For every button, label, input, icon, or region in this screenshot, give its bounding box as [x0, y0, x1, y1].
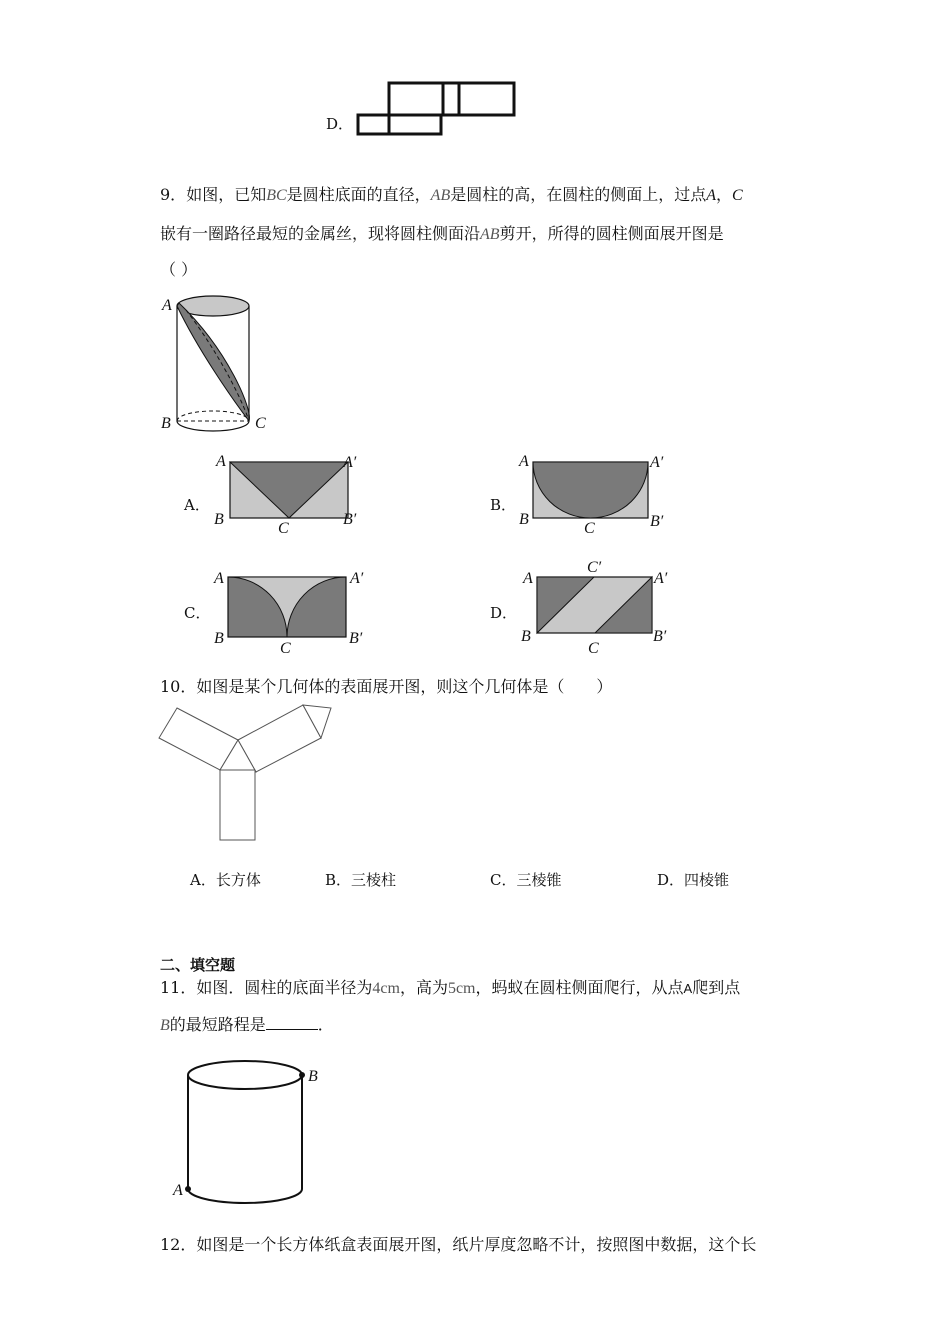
q9-option-b-figure — [515, 450, 680, 540]
label-a: A — [519, 453, 529, 470]
q11-stem-line1 — [160, 977, 740, 1000]
q9-stem-line1 — [160, 184, 743, 207]
q12-stem: 12．如图是一个长方体纸盒表面展开图，纸片厚度忽略不计，按照图中数据，这个长 — [160, 1235, 757, 1254]
q9-option-d-label[interactable]: D． — [490, 604, 518, 622]
q9-stem-line2 — [160, 223, 724, 246]
option-text: 三棱锥 — [516, 871, 562, 889]
q8-option-d-label: D． — [326, 115, 354, 133]
point-a: A — [683, 981, 693, 996]
q9-answer-paren: （ ） — [160, 260, 198, 279]
q9-option-a-label[interactable]: A． — [184, 496, 210, 514]
label-a: A — [162, 297, 172, 314]
q9-option-a-figure — [210, 450, 370, 540]
q11-cylinder-figure — [168, 1055, 328, 1205]
label-b: B — [214, 630, 224, 647]
q11-text: ． — [317, 1015, 334, 1034]
option-label: B． — [325, 871, 352, 889]
label-a: A — [216, 453, 226, 470]
q10-option-d[interactable] — [657, 869, 729, 891]
label-b-prime: B′ — [653, 628, 667, 645]
label-c-prime: C′ — [587, 559, 602, 576]
label-c: C — [255, 415, 266, 432]
point-b: B — [160, 1017, 170, 1034]
label-b: B — [521, 628, 531, 645]
math-ab: AB — [480, 226, 500, 243]
option-text: 四棱锥 — [684, 871, 730, 889]
q9-text: 剪开，所得的圆柱侧面展开图是 — [499, 224, 724, 243]
option-label: D． — [657, 871, 685, 889]
q9-number: 9． — [160, 185, 187, 204]
label-b: B — [214, 511, 224, 528]
label-c: C — [278, 520, 289, 537]
q9-cylinder-figure — [158, 290, 278, 440]
q9-text: 如图，已知 — [186, 185, 267, 204]
q10-option-a[interactable] — [190, 869, 261, 891]
q11-text: 如图．圆柱的底面半径为 — [196, 978, 373, 997]
q10-stem: 10．如图是某个几何体的表面展开图，则这个几何体是（ ） — [160, 677, 613, 696]
label-a-prime: A′ — [650, 454, 664, 471]
label-a: A — [214, 570, 224, 587]
label-c: C — [280, 640, 291, 657]
label-b-prime: B′ — [349, 630, 363, 647]
label-a: A — [173, 1182, 183, 1199]
q11-text: ，高为 — [399, 978, 448, 997]
label-a-prime: A′ — [343, 454, 357, 471]
q11-stem-line2 — [160, 1014, 334, 1037]
q9-text: 是圆柱底面的直径， — [286, 185, 431, 204]
math-bc: BC — [266, 187, 287, 204]
q11-text: 的最短路程是 — [169, 1015, 266, 1034]
answer-blank[interactable] — [266, 1015, 318, 1030]
separator: ， — [716, 185, 733, 204]
q11-radius: 4cm — [372, 980, 400, 997]
label-a-prime: A′ — [654, 570, 668, 587]
q8-option-d-net-figure — [355, 80, 520, 138]
label-b: B — [308, 1068, 318, 1085]
label-a: A — [523, 570, 533, 587]
q10-net-figure — [155, 700, 340, 845]
q11-text: 爬到点 — [692, 978, 741, 997]
q9-text: 是圆柱的高，在圆柱的侧面上，过点 — [450, 185, 707, 204]
q11-height: 5cm — [447, 980, 476, 997]
q11-number: 11． — [160, 978, 197, 997]
option-label: C． — [490, 871, 517, 889]
q10-option-c[interactable] — [490, 869, 562, 891]
point-a: A — [706, 187, 717, 204]
option-text: 三棱柱 — [351, 871, 397, 889]
point-c: C — [732, 187, 743, 204]
q11-text: ，蚂蚁在圆柱侧面爬行，从点 — [475, 978, 684, 997]
label-b-prime: B′ — [343, 511, 357, 528]
label-c: C — [588, 640, 599, 657]
label-c: C — [584, 520, 595, 537]
label-a-prime: A′ — [350, 570, 364, 587]
math-ab: AB — [430, 187, 451, 204]
option-text: 长方体 — [215, 871, 261, 889]
q10-option-b[interactable] — [325, 869, 396, 891]
q9-option-b-label[interactable]: B． — [490, 496, 517, 514]
label-b: B — [519, 511, 529, 528]
q9-option-c-figure — [210, 565, 375, 657]
option-label: A． — [190, 871, 216, 889]
q9-option-c-label[interactable]: C． — [184, 604, 211, 622]
q9-text: 嵌有一圈路径最短的金属丝，现将圆柱侧面沿 — [160, 224, 481, 243]
label-b: B — [161, 415, 171, 432]
section-title: 二、填空题 — [160, 956, 236, 974]
q9-option-d-figure — [515, 558, 680, 658]
label-b-prime: B′ — [650, 513, 664, 530]
